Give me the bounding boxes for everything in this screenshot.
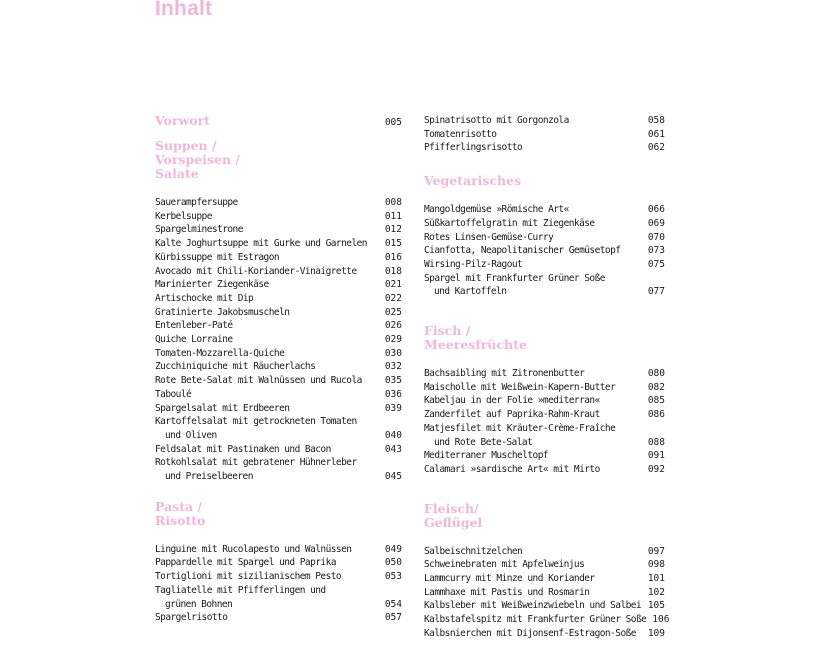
- recipe-title-line: Zanderfilet auf Paprika-Rahm-Kraut: [424, 409, 600, 421]
- recipe-title-line: Mediterraner Muscheltopf: [424, 450, 549, 462]
- section-title-line: Risotto: [155, 512, 206, 528]
- recipe-title: [424, 381, 615, 395]
- section-title-line: Geflügel: [424, 514, 483, 530]
- recipe-entry: [424, 231, 665, 245]
- recipe-entry: [424, 627, 665, 641]
- page-number: 043: [384, 443, 402, 455]
- recipe-title-line: Feldsalat mit Pastinaken und Bacon: [155, 443, 331, 455]
- recipe-entry: [424, 586, 665, 600]
- recipe-title: [424, 572, 595, 586]
- recipe-title: [424, 244, 620, 258]
- recipe-title: [155, 306, 289, 320]
- recipe-title: [155, 556, 336, 570]
- section-title-text: [155, 114, 210, 128]
- recipe-title: [424, 422, 615, 449]
- page-number: 054: [384, 598, 402, 610]
- recipe-title: [424, 217, 595, 231]
- recipe-title: [424, 586, 589, 600]
- recipe-title-line: Kalbsleber mit Weißweinzwiebeln und Salbei: [424, 600, 642, 612]
- recipe-entry: [424, 114, 665, 128]
- recipe-title-line: Spargel mit Frankfurter Grüner Soße: [424, 272, 605, 284]
- recipe-title-line: Lammhaxe mit Pastis und Rosmarin: [424, 586, 590, 598]
- recipe-entry: [155, 556, 402, 570]
- recipe-entry: [424, 381, 665, 395]
- page-number: 018: [384, 265, 402, 277]
- page-number: 035: [384, 375, 402, 387]
- recipe-title: [155, 402, 289, 416]
- recipe-entry: [424, 422, 665, 449]
- page-number: 101: [647, 573, 665, 585]
- recipe-entry: [424, 141, 665, 155]
- recipe-entry: [155, 278, 402, 292]
- recipe-title-line: und Oliven: [165, 429, 217, 441]
- recipe-title: [424, 128, 496, 142]
- recipe-title: [424, 463, 600, 477]
- page-number: 080: [647, 368, 665, 380]
- page-number: 070: [647, 231, 665, 243]
- recipe-list: [155, 196, 402, 484]
- recipe-title-line: Kabeljau in der Folie »mediterran«: [424, 395, 600, 407]
- section-suppen-vorspeisen-salate: [155, 139, 402, 484]
- page-number: 032: [384, 361, 402, 373]
- recipe-title: [155, 223, 243, 237]
- recipe-title: [424, 394, 600, 408]
- recipe-title-line: und Preiselbeeren: [165, 471, 253, 483]
- page-number: 091: [647, 450, 665, 462]
- recipe-title: [155, 443, 331, 457]
- page-title: Inhalt: [155, 0, 213, 20]
- page-number: 011: [384, 210, 402, 222]
- recipe-title-line: Zucchiniquiche mit Räucherlachs: [155, 361, 316, 373]
- recipe-title: [155, 196, 238, 210]
- recipe-title-line: Sauerampfersuppe: [155, 197, 238, 208]
- recipe-title: [155, 278, 269, 292]
- recipe-title-line: Lammcurry mit Minze und Koriander: [424, 573, 595, 585]
- page-number: 050: [384, 557, 402, 569]
- section-title: [155, 139, 402, 181]
- recipe-entry: [424, 203, 665, 217]
- recipe-entry: [424, 244, 665, 258]
- section-title-line: Suppen /: [155, 138, 217, 153]
- page-number: 049: [384, 543, 402, 555]
- section-title-line: Vorspeisen /: [155, 152, 240, 167]
- section-pasta-risotto: [155, 500, 402, 625]
- recipe-entry: [424, 408, 665, 422]
- section-title-line: Fisch /: [424, 323, 471, 339]
- recipe-title-line: Cianfotta, Neapolitanischer Gemüsetopf: [424, 245, 621, 257]
- recipe-title-line: Spargelsalat mit Erdbeeren: [155, 402, 290, 414]
- recipe-title: [424, 367, 584, 381]
- recipe-title: [424, 231, 553, 245]
- section-title-line: Pasta /: [155, 498, 202, 514]
- recipe-title: [424, 599, 641, 613]
- recipe-title-line: Rotkohlsalat mit gebratener Hühnerleber: [155, 457, 357, 469]
- page-number: 025: [384, 306, 402, 318]
- section-title-line: Vorwort: [155, 113, 210, 128]
- recipe-title: [155, 237, 367, 251]
- recipe-list: [155, 543, 402, 625]
- recipe-entry: [155, 443, 402, 457]
- recipe-title-line: Kalte Joghurtsuppe mit Gurke und Garnelen: [155, 238, 367, 250]
- recipe-title-line: Süßkartoffelgratin mit Ziegenkäse: [424, 217, 595, 229]
- recipe-title: [155, 415, 357, 442]
- section-fleisch-geflugel: [424, 500, 670, 641]
- recipe-title-line: Kartoffelsalat mit getrockneten Tomaten: [155, 416, 357, 428]
- recipe-title: [155, 374, 362, 388]
- section-title: [424, 324, 665, 352]
- section-title-line: Fleisch/: [424, 500, 479, 516]
- recipe-title-line: Tomaten-Mozzarella-Quiche: [155, 347, 285, 359]
- page-number: 061: [647, 128, 665, 140]
- recipe-title-line: Pappardelle mit Spargel und Paprika: [155, 557, 336, 569]
- page-number: 058: [647, 115, 665, 126]
- recipe-entry: [155, 543, 402, 557]
- section-title-line: Salate: [155, 166, 199, 181]
- recipe-entry: [155, 319, 402, 333]
- recipe-entry: [155, 306, 402, 320]
- recipe-entry: [424, 449, 665, 463]
- recipe-title-line: Taboulé: [155, 388, 192, 400]
- recipe-title-line: Maischolle mit Weißwein-Kapern-Butter: [424, 381, 616, 393]
- page-number: 109: [647, 627, 665, 639]
- page-number: 022: [384, 292, 402, 304]
- recipe-entry: [424, 463, 665, 477]
- page-number: 057: [384, 612, 402, 624]
- recipe-title: [155, 570, 341, 584]
- page-number: 102: [647, 586, 665, 598]
- recipe-title-line: Spinatrisotto mit Gorgonzola: [424, 115, 569, 126]
- recipe-title: [155, 543, 351, 557]
- recipe-title-line: Tomatenrisotto: [424, 128, 497, 140]
- recipe-title: [424, 258, 522, 272]
- page-number: 039: [384, 402, 402, 414]
- recipe-title: [424, 558, 584, 572]
- page-number: 097: [647, 545, 665, 557]
- recipe-entry: [424, 613, 670, 627]
- page-number: 075: [647, 258, 665, 270]
- recipe-entry: [155, 210, 402, 224]
- recipe-title: [155, 292, 253, 306]
- recipe-title-line: Kürbissuppe mit Estragon: [155, 251, 280, 263]
- recipe-list: [424, 545, 670, 641]
- page-number: 106: [652, 614, 670, 626]
- recipe-title: [424, 272, 605, 299]
- page-number: 008: [384, 197, 402, 208]
- recipe-entry: [155, 196, 402, 210]
- section-vegetarisches: [424, 174, 665, 299]
- toc-column-right: [424, 114, 670, 641]
- page-number: 066: [647, 204, 665, 216]
- page-number: 098: [647, 559, 665, 571]
- section-page-number: 005: [384, 117, 402, 128]
- section-title: [424, 174, 665, 188]
- recipe-title: [155, 265, 357, 279]
- page-number: 036: [384, 388, 402, 400]
- page-number: 062: [647, 142, 665, 154]
- recipe-title-line: Calamari »sardische Art« mit Mirto: [424, 463, 600, 475]
- page-number: 077: [647, 286, 665, 298]
- recipe-title-line: Quiche Lorraine: [155, 334, 233, 346]
- recipe-title-line: Rotes Linsen-Gemüse-Curry: [424, 231, 554, 243]
- section-continued: [424, 114, 665, 155]
- page-number: 082: [647, 381, 665, 393]
- recipe-title-line: Schweinebraten mit Apfelweinjus: [424, 559, 585, 571]
- recipe-entry: [155, 415, 402, 442]
- page-number: 030: [384, 347, 402, 359]
- recipe-list: [424, 114, 665, 155]
- toc-column-left: [155, 114, 402, 625]
- recipe-entry: [155, 292, 402, 306]
- page-number: 073: [647, 245, 665, 257]
- recipe-entry: [155, 223, 402, 237]
- section-fisch-meeresfruchte: [424, 324, 665, 477]
- page-number: 021: [384, 279, 402, 291]
- recipe-title-line: Tortiglioni mit sizilianischem Pesto: [155, 571, 342, 583]
- page-number: 045: [384, 471, 402, 483]
- recipe-entry: [155, 251, 402, 265]
- page-number: 016: [384, 251, 402, 263]
- recipe-entry: [155, 237, 402, 251]
- recipe-entry: [155, 570, 402, 584]
- section-title: [155, 114, 402, 130]
- page-number: 012: [384, 224, 402, 236]
- recipe-title: [155, 611, 227, 625]
- page-number: 053: [384, 571, 402, 583]
- page-number: 029: [384, 334, 402, 346]
- section-title-text: [155, 500, 402, 528]
- page-number: 040: [384, 429, 402, 441]
- recipe-entry: [424, 217, 665, 231]
- recipe-title-line: und Kartoffeln: [434, 286, 507, 298]
- recipe-title: [424, 545, 522, 559]
- recipe-title-line: Rote Bete-Salat mit Walnüssen und Rucola: [155, 375, 362, 387]
- page-number: 088: [647, 436, 665, 448]
- recipe-entry: [155, 360, 402, 374]
- section-title-line: Vegetarisches: [424, 173, 522, 189]
- recipe-title: [155, 360, 315, 374]
- section-vorwort: [155, 114, 402, 130]
- recipe-title-line: Matjesfilet mit Kräuter-Crème-Fraîche: [424, 422, 616, 434]
- recipe-entry: [424, 258, 665, 272]
- recipe-title: [155, 210, 212, 224]
- recipe-title: [424, 141, 522, 155]
- recipe-title-line: Gratinierte Jakobsmuscheln: [155, 306, 290, 318]
- recipe-entry: [155, 333, 402, 347]
- recipe-title-line: Kerbelsuppe: [155, 210, 212, 222]
- recipe-title-line: Kalbstafelspitz mit Frankfurter Grüner Soße: [424, 614, 647, 626]
- recipe-title: [424, 449, 548, 463]
- page-number: 069: [647, 217, 665, 229]
- recipe-title: [424, 408, 600, 422]
- recipe-entry: [155, 611, 402, 625]
- recipe-title: [155, 347, 284, 361]
- section-title: [155, 500, 402, 528]
- recipe-list: [424, 203, 665, 299]
- page-number: 085: [647, 395, 665, 407]
- recipe-title-line: Entenleber-Paté: [155, 320, 233, 332]
- page-number: 105: [647, 600, 665, 612]
- recipe-entry: [155, 388, 402, 402]
- recipe-title: [155, 251, 279, 265]
- recipe-entry: [155, 347, 402, 361]
- recipe-entry: [155, 374, 402, 388]
- recipe-title-line: Spargelminestrone: [155, 224, 243, 236]
- recipe-title: [155, 319, 233, 333]
- recipe-entry: [424, 599, 665, 613]
- recipe-entry: [424, 394, 665, 408]
- recipe-title: [424, 203, 569, 217]
- recipe-entry: [424, 572, 665, 586]
- recipe-title: [155, 456, 357, 483]
- recipe-title-line: Pfifferlingsrisotto: [424, 142, 523, 154]
- recipe-list: [424, 367, 665, 477]
- recipe-title: [155, 333, 233, 347]
- recipe-title-line: Kalbsnierchen mit Dijonsenf-Estragon-Soße: [424, 627, 636, 639]
- recipe-title-line: Wirsing-Pilz-Ragout: [424, 258, 523, 270]
- recipe-title: [424, 114, 569, 128]
- recipe-title-line: Linguine mit Rucolapesto und Walnüssen: [155, 543, 352, 555]
- recipe-entry: [424, 128, 665, 142]
- recipe-entry: [424, 272, 665, 299]
- recipe-entry: [424, 367, 665, 381]
- recipe-entry: [155, 265, 402, 279]
- recipe-title: [155, 584, 326, 611]
- recipe-entry: [155, 456, 402, 483]
- recipe-entry: [424, 545, 665, 559]
- recipe-entry: [424, 558, 665, 572]
- recipe-title-line: Tagliatelle mit Pfifferlingen und: [155, 584, 326, 596]
- section-title: [424, 502, 665, 530]
- recipe-title-line: Marinierter Ziegenkäse: [155, 279, 269, 291]
- recipe-entry: [155, 402, 402, 416]
- recipe-title-line: Artischocke mit Dip: [155, 292, 254, 304]
- page-number: 015: [384, 238, 402, 250]
- section-title-text: [424, 174, 665, 188]
- recipe-title-line: Salbeischnitzelchen: [424, 545, 523, 557]
- recipe-title-line: Avocado mit Chili-Koriander-Vinaigrette: [155, 265, 357, 277]
- recipe-title-line: Mangoldgemüse »Römische Art«: [424, 204, 569, 216]
- recipe-title-line: Spargelrisotto: [155, 612, 228, 624]
- page-number: 092: [647, 463, 665, 475]
- recipe-title: [424, 627, 636, 641]
- recipe-title-line: Bachsaibling mit Zitronenbutter: [424, 368, 585, 380]
- section-title-text: [424, 502, 665, 530]
- recipe-title: [424, 613, 646, 627]
- page-number: 086: [647, 409, 665, 421]
- recipe-title: [155, 388, 191, 402]
- page-number: 026: [384, 320, 402, 332]
- recipe-title-line: und Rote Bete-Salat: [434, 436, 533, 448]
- section-title-text: [424, 324, 665, 352]
- section-title-text: [155, 139, 402, 181]
- recipe-entry: [155, 584, 402, 611]
- recipe-title-line: grünen Bohnen: [165, 598, 233, 610]
- section-title-line: Meeresfrüchte: [424, 337, 527, 353]
